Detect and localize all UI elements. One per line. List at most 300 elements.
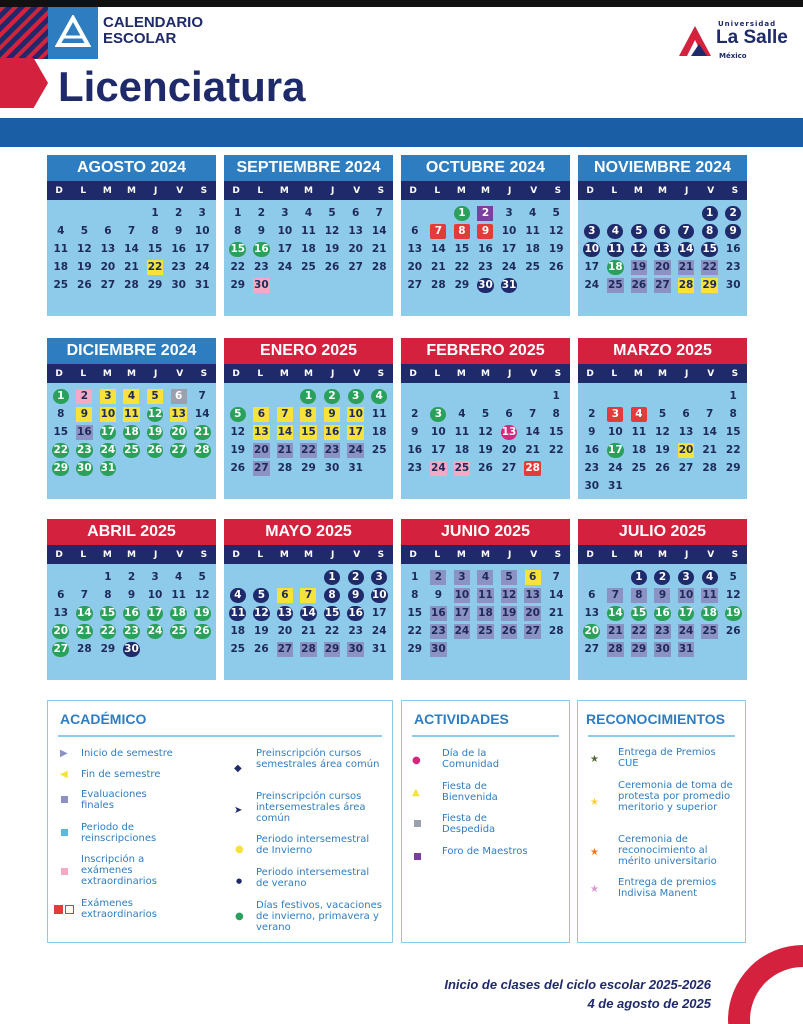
day-number: 3 xyxy=(678,570,694,585)
square-gray-icon xyxy=(414,820,421,827)
blue-band xyxy=(0,118,803,147)
day-cell xyxy=(403,240,427,258)
weekday-label: L xyxy=(257,368,264,379)
day-cell xyxy=(250,622,274,640)
day-number: 15 xyxy=(702,243,717,255)
day-cell xyxy=(344,640,368,658)
day-cell xyxy=(580,477,604,495)
weekday-label: L xyxy=(257,549,264,560)
univ-small-label: Universidad xyxy=(718,20,777,28)
day-cell xyxy=(250,640,274,658)
day-cell xyxy=(190,568,214,586)
day-cell xyxy=(273,405,297,423)
day-cell xyxy=(297,423,321,441)
day-cell xyxy=(627,276,651,294)
day-number: 12 xyxy=(548,225,564,237)
day-cell xyxy=(73,258,97,276)
day-cell xyxy=(49,276,73,294)
day-cell xyxy=(273,222,297,240)
day-cell xyxy=(521,204,545,222)
empty-cell xyxy=(250,568,274,586)
day-number: 12 xyxy=(324,225,340,237)
weekday-label: L xyxy=(611,185,618,196)
lasalle-star-logo xyxy=(48,7,98,59)
day-cell xyxy=(49,586,73,604)
day-number: 26 xyxy=(230,462,246,474)
day-number: 17 xyxy=(678,607,694,619)
day-number: 8 xyxy=(631,588,647,603)
day-number: 2 xyxy=(411,408,419,420)
day-cell xyxy=(698,604,722,622)
day-number: 26 xyxy=(631,279,647,291)
day-cell xyxy=(427,276,451,294)
day-cell xyxy=(367,586,391,604)
empty-cell xyxy=(73,568,97,586)
day-number: 18 xyxy=(454,444,470,456)
day-number: 29 xyxy=(100,643,116,655)
day-cell xyxy=(651,604,675,622)
day-number: 27 xyxy=(407,279,423,291)
day-cell xyxy=(320,204,344,222)
day-number: 19 xyxy=(725,607,741,619)
day-cell xyxy=(403,276,427,294)
day-cell xyxy=(96,586,120,604)
weekday-label: V xyxy=(176,185,184,196)
square-icon xyxy=(61,829,68,836)
month-title: DICIEMBRE 2024 xyxy=(47,338,216,364)
day-number: 7 xyxy=(198,390,206,402)
empty-cell xyxy=(297,568,321,586)
day-number: 26 xyxy=(655,462,670,474)
day-number: 11 xyxy=(171,589,186,601)
weekday-label: M xyxy=(127,185,136,196)
weekday-label: S xyxy=(731,185,739,196)
day-cell xyxy=(49,258,73,276)
day-number: 13 xyxy=(171,408,186,420)
day-number: 17 xyxy=(454,607,470,619)
day-number: 14 xyxy=(124,243,139,255)
legend-item: Foro de Maestros xyxy=(442,846,528,857)
month-calendar xyxy=(47,155,216,316)
day-number: 28 xyxy=(525,462,540,474)
day-cell xyxy=(226,405,250,423)
weekday-label: M xyxy=(456,185,466,196)
day-number: 28 xyxy=(277,462,293,474)
day-cell xyxy=(344,568,368,586)
legend-item: Inscripción a exámenes extraordinarios xyxy=(81,854,157,887)
day-number: 7 xyxy=(552,571,560,583)
day-cell xyxy=(474,240,498,258)
day-number: 24 xyxy=(454,625,470,637)
day-cell xyxy=(297,222,321,240)
day-cell xyxy=(344,204,368,222)
legend-reconocimientos-title: RECONOCIMIENTOS xyxy=(586,711,725,727)
legend-divider xyxy=(412,735,559,737)
day-number: 12 xyxy=(77,243,92,255)
day-number: 1 xyxy=(104,571,112,583)
day-cell xyxy=(450,204,474,222)
weekday-label: J xyxy=(153,185,158,196)
day-number: 17 xyxy=(277,243,293,255)
weekday-header xyxy=(401,181,570,200)
day-cell xyxy=(698,405,722,423)
day-cell xyxy=(651,441,675,459)
empty-cell xyxy=(96,204,120,222)
day-cell xyxy=(450,622,474,640)
day-number: 9 xyxy=(434,589,442,601)
day-number: 13 xyxy=(53,607,69,619)
month-title: MAYO 2025 xyxy=(224,519,393,545)
empty-cell xyxy=(521,387,545,405)
day-number: 7 xyxy=(127,225,136,237)
day-cell xyxy=(344,240,368,258)
day-cell xyxy=(167,423,191,441)
day-cell xyxy=(297,586,321,604)
day-number: 30 xyxy=(655,643,670,655)
weekday-label: V xyxy=(707,185,715,196)
day-number: 10 xyxy=(348,408,363,420)
day-cell xyxy=(627,568,651,586)
day-cell xyxy=(450,222,474,240)
weekday-label: D xyxy=(409,185,417,196)
day-number: 4 xyxy=(528,207,537,219)
star-olive-icon: ★ xyxy=(590,754,599,765)
weekday-label: D xyxy=(586,368,594,379)
day-cell xyxy=(627,258,651,276)
day-cell xyxy=(427,441,451,459)
empty-cell xyxy=(674,204,698,222)
day-cell xyxy=(544,568,568,586)
day-number: 8 xyxy=(729,408,737,420)
day-number: 4 xyxy=(174,571,183,583)
month-calendar xyxy=(224,519,393,680)
day-cell xyxy=(226,604,250,622)
empty-cell xyxy=(450,387,474,405)
legend-item: Entrega de Premios CUE xyxy=(618,747,716,769)
day-cell xyxy=(403,568,427,586)
day-number: 24 xyxy=(501,261,517,273)
day-cell xyxy=(120,640,144,658)
day-cell xyxy=(497,568,521,586)
day-cell xyxy=(226,622,250,640)
day-number: 31 xyxy=(371,643,387,655)
day-cell xyxy=(674,222,698,240)
weekday-label: L xyxy=(80,185,87,196)
day-cell xyxy=(367,640,391,658)
month-calendar xyxy=(224,338,393,499)
day-number: 1 xyxy=(324,570,340,585)
day-cell xyxy=(604,240,628,258)
day-number: 22 xyxy=(702,261,717,273)
day-number: 29 xyxy=(631,643,647,655)
day-number: 16 xyxy=(725,243,741,255)
weekday-label: J xyxy=(684,549,689,560)
day-number: 15 xyxy=(407,607,423,619)
day-cell xyxy=(120,276,144,294)
day-cell xyxy=(143,441,167,459)
day-cell xyxy=(143,258,167,276)
day-number: 17 xyxy=(584,261,600,273)
day-number: 28 xyxy=(548,625,564,637)
day-number: 8 xyxy=(324,588,340,603)
day-number: 20 xyxy=(584,625,600,637)
day-cell xyxy=(497,276,521,294)
day-number: 12 xyxy=(194,589,210,601)
weekday-label: L xyxy=(257,185,264,196)
day-number: 17 xyxy=(431,444,446,456)
day-cell xyxy=(250,240,274,258)
weekday-label: S xyxy=(200,549,208,560)
day-cell xyxy=(297,459,321,477)
day-cell xyxy=(497,604,521,622)
day-cell xyxy=(580,459,604,477)
day-number: 17 xyxy=(501,243,517,255)
day-cell xyxy=(143,405,167,423)
day-cell xyxy=(250,459,274,477)
day-cell xyxy=(190,622,214,640)
day-number: 9 xyxy=(654,588,670,603)
legend-actividades xyxy=(401,700,570,943)
day-number: 28 xyxy=(371,261,387,273)
weekday-label: V xyxy=(353,368,361,379)
weekday-label: M xyxy=(102,368,112,379)
day-cell xyxy=(143,423,167,441)
weekday-label: M xyxy=(127,368,136,379)
legend-academico xyxy=(47,700,393,943)
day-cell xyxy=(474,441,498,459)
day-number: 18 xyxy=(478,607,493,619)
weekday-label: L xyxy=(611,368,618,379)
day-cell xyxy=(403,586,427,604)
day-cell xyxy=(698,258,722,276)
day-number: 7 xyxy=(430,224,446,239)
day-number: 15 xyxy=(454,243,470,255)
square-purple-icon xyxy=(414,853,421,860)
day-number: 29 xyxy=(725,462,741,474)
day-cell xyxy=(521,586,545,604)
weekday-label: S xyxy=(731,549,739,560)
day-cell xyxy=(226,240,250,258)
day-cell xyxy=(544,240,568,258)
empty-cell xyxy=(580,568,604,586)
day-number: 25 xyxy=(53,279,69,291)
day-number: 10 xyxy=(501,225,517,237)
day-number: 19 xyxy=(230,444,246,456)
day-cell xyxy=(521,622,545,640)
day-number: 25 xyxy=(371,444,387,456)
day-cell xyxy=(190,441,214,459)
legend-item: Periodo de reinscripciones xyxy=(81,822,157,844)
day-number: 21 xyxy=(548,607,564,619)
day-cell xyxy=(167,276,191,294)
day-cell xyxy=(651,568,675,586)
weekday-header xyxy=(401,545,570,564)
day-cell xyxy=(250,222,274,240)
days-grid xyxy=(578,564,747,658)
legend-item: Preinscripción cursos semestrales área común xyxy=(256,748,380,770)
header-line1: CALENDARIO xyxy=(103,14,203,31)
legend-actividades-title: ACTIVIDADES xyxy=(414,711,509,727)
weekday-label: D xyxy=(55,185,63,196)
day-cell xyxy=(226,586,250,604)
day-number: 20 xyxy=(678,444,694,456)
day-number: 31 xyxy=(608,480,623,492)
day-number: 8 xyxy=(454,224,470,239)
day-number: 30 xyxy=(124,643,139,655)
day-cell xyxy=(297,204,321,222)
day-number: 28 xyxy=(124,279,139,291)
day-cell xyxy=(96,441,120,459)
day-number: 13 xyxy=(501,426,517,438)
day-cell xyxy=(73,423,97,441)
day-cell xyxy=(320,222,344,240)
square-red-icon xyxy=(54,905,63,914)
day-number: 13 xyxy=(525,589,540,601)
day-number: 31 xyxy=(678,643,694,655)
day-cell xyxy=(604,622,628,640)
day-cell xyxy=(497,459,521,477)
day-cell xyxy=(674,459,698,477)
day-cell xyxy=(674,258,698,276)
day-number: 31 xyxy=(501,279,517,291)
day-cell xyxy=(273,459,297,477)
day-cell xyxy=(427,423,451,441)
day-number: 25 xyxy=(525,261,540,273)
day-cell xyxy=(651,405,675,423)
day-number: 5 xyxy=(80,225,88,237)
day-cell xyxy=(143,222,167,240)
day-cell xyxy=(427,258,451,276)
day-number: 13 xyxy=(100,243,116,255)
day-cell xyxy=(320,405,344,423)
day-number: 2 xyxy=(76,389,92,404)
square-icon xyxy=(61,796,68,803)
day-number: 12 xyxy=(254,607,269,619)
legend-item: Ceremonia de toma de protesta por promedio meritorio y superior xyxy=(618,780,733,813)
day-number: 4 xyxy=(458,408,466,420)
day-number: 5 xyxy=(328,207,336,219)
day-cell xyxy=(73,622,97,640)
day-cell xyxy=(273,204,297,222)
day-number: 7 xyxy=(375,207,383,219)
day-number: 4 xyxy=(371,389,387,404)
day-number: 2 xyxy=(257,207,265,219)
day-number: 11 xyxy=(454,426,470,438)
day-cell xyxy=(120,258,144,276)
day-number: 17 xyxy=(194,243,210,255)
day-cell xyxy=(143,387,167,405)
day-cell xyxy=(96,276,120,294)
day-cell xyxy=(190,204,214,222)
day-cell xyxy=(167,622,191,640)
day-cell xyxy=(120,405,144,423)
day-cell xyxy=(698,459,722,477)
empty-cell xyxy=(674,387,698,405)
day-number: 18 xyxy=(230,625,246,637)
day-cell xyxy=(721,405,745,423)
day-number: 13 xyxy=(254,426,269,438)
weekday-label: V xyxy=(176,549,184,560)
weekday-label: L xyxy=(80,549,87,560)
day-number: 19 xyxy=(77,261,92,273)
day-cell xyxy=(167,441,191,459)
day-number: 31 xyxy=(194,279,210,291)
day-cell xyxy=(96,640,120,658)
day-cell xyxy=(674,240,698,258)
empty-cell xyxy=(49,568,73,586)
day-number: 6 xyxy=(525,570,541,585)
day-cell xyxy=(450,240,474,258)
day-number: 4 xyxy=(607,224,623,239)
day-cell xyxy=(698,586,722,604)
weekday-header xyxy=(47,181,216,200)
month-title: NOVIEMBRE 2024 xyxy=(578,155,747,181)
day-number: 16 xyxy=(324,426,340,438)
weekday-label: S xyxy=(554,549,562,560)
weekday-label: S xyxy=(200,368,208,379)
day-cell xyxy=(698,204,722,222)
weekday-label: M xyxy=(279,368,289,379)
day-number: 30 xyxy=(254,279,269,291)
day-cell xyxy=(604,276,628,294)
day-cell xyxy=(367,240,391,258)
weekday-label: V xyxy=(353,549,361,560)
day-number: 12 xyxy=(631,243,647,255)
day-number: 6 xyxy=(351,207,360,219)
day-cell xyxy=(521,604,545,622)
day-number: 25 xyxy=(301,261,316,273)
weekday-label: D xyxy=(409,368,417,379)
star-pink-icon: ★ xyxy=(590,884,599,895)
day-cell xyxy=(604,586,628,604)
star-orange-icon: ★ xyxy=(590,847,599,858)
day-cell xyxy=(226,441,250,459)
day-cell xyxy=(297,622,321,640)
empty-cell xyxy=(627,387,651,405)
weekday-label: S xyxy=(200,185,208,196)
day-number: 31 xyxy=(348,462,363,474)
day-cell xyxy=(474,568,498,586)
month-calendar xyxy=(578,338,747,499)
day-number: 22 xyxy=(324,625,340,637)
day-number: 6 xyxy=(277,588,293,603)
day-cell xyxy=(450,258,474,276)
day-number: 28 xyxy=(301,643,316,655)
day-cell xyxy=(120,622,144,640)
day-number: 28 xyxy=(678,279,694,291)
day-cell xyxy=(580,586,604,604)
day-number: 18 xyxy=(171,607,186,619)
day-number: 1 xyxy=(411,571,419,583)
empty-cell xyxy=(427,204,451,222)
day-number: 10 xyxy=(147,589,163,601)
day-cell xyxy=(143,622,167,640)
day-number: 1 xyxy=(53,389,69,404)
day-cell xyxy=(521,222,545,240)
day-cell xyxy=(450,586,474,604)
day-cell xyxy=(96,604,120,622)
legend-item: Inicio de semestre xyxy=(81,748,173,759)
day-number: 3 xyxy=(198,207,206,219)
legend-item: Evaluaciones finales xyxy=(81,789,147,811)
day-cell xyxy=(627,586,651,604)
day-cell xyxy=(73,405,97,423)
day-cell xyxy=(96,423,120,441)
day-number: 21 xyxy=(608,625,623,637)
legend-item: Fiesta de Despedida xyxy=(442,813,496,835)
day-number: 23 xyxy=(324,444,340,456)
day-cell xyxy=(450,441,474,459)
